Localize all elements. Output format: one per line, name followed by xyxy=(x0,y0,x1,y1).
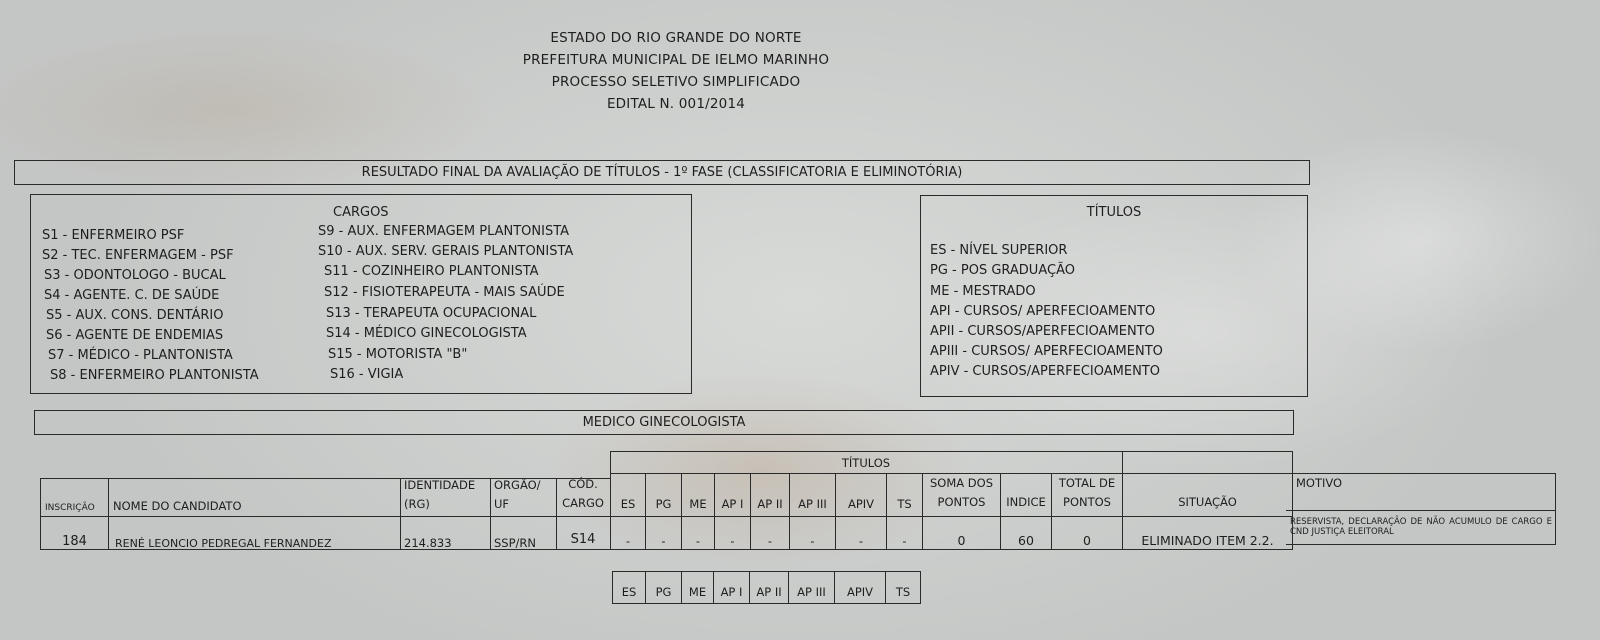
cell-inscricao: 184 xyxy=(62,534,87,549)
cargo-s9: S9 - AUX. ENFERMAGEM PLANTONISTA xyxy=(318,224,570,239)
cargo-s2: S2 - TEC. ENFERMAGEM - PSF xyxy=(42,248,234,263)
cargo-s14: S14 - MÉDICO GINECOLOGISTA xyxy=(326,326,527,341)
cell-indice: 60 xyxy=(1018,533,1034,548)
header-cod-1: CÓD. xyxy=(568,477,598,491)
header-situacao: SITUAÇÃO xyxy=(1178,495,1237,509)
header-soma-2: PONTOS xyxy=(937,495,986,509)
result-title: RESULTADO FINAL DA AVALIAÇÃO DE TÍTULOS - 1º FASE (CLASSIFICATORIA E ELIMINOTÓRIA) xyxy=(361,165,963,180)
header-api: AP I xyxy=(721,497,744,511)
header-total-2: PONTOS xyxy=(1063,495,1111,509)
header-indice: INDICE xyxy=(1006,495,1046,509)
titulo-api: API - CURSOS/ APERFECIOAMENTO xyxy=(930,304,1156,319)
header-apiv: APIV xyxy=(847,497,875,511)
section-title-bar xyxy=(34,410,1294,435)
cell-orgao: SSP/RN xyxy=(494,536,537,550)
bottom-es: ES xyxy=(621,585,637,599)
bottom-me: ME xyxy=(688,585,707,599)
cargos-title: CARGOS xyxy=(333,205,389,220)
bottom-apiv: APIV xyxy=(846,585,874,599)
header-total-1: TOTAL DE xyxy=(1058,476,1116,490)
header-orgao-2: UF xyxy=(494,497,510,511)
cargo-s11: S11 - COZINHEIRO PLANTONISTA xyxy=(324,264,539,279)
header-inscricao: INSCRIÇÃO xyxy=(45,503,95,513)
cell-soma: 0 xyxy=(957,533,966,548)
cell-es: - xyxy=(625,534,631,548)
section-title: MEDICO GINECOLOGISTA xyxy=(582,415,746,430)
cargo-s10: S10 - AUX. SERV. GERAIS PLANTONISTA xyxy=(318,244,574,259)
cell-pg: - xyxy=(661,534,666,548)
cargo-s7: S7 - MÉDICO - PLANTONISTA xyxy=(48,348,233,363)
cargo-s12: S12 - FISIOTERAPEUTA - MAIS SAÚDE xyxy=(324,285,565,300)
titulos-group-header: TÍTULOS xyxy=(841,456,891,470)
cargo-s6: S6 - AGENTE DE ENDEMIAS xyxy=(46,328,224,343)
header-soma-1: SOMA DOS xyxy=(929,476,993,490)
bottom-ts: TS xyxy=(895,585,911,599)
header-motivo: MOTIVO xyxy=(1296,476,1343,490)
cargo-s1: S1 - ENFERMEIRO PSF xyxy=(42,228,185,243)
cargo-s3: S3 - ODONTOLOGO - BUCAL xyxy=(44,268,226,283)
cargo-s15: S15 - MOTORISTA "B" xyxy=(328,347,468,362)
header-nome: NOME DO CANDIDATO xyxy=(113,499,242,513)
cell-nome: RENÉ LEONCIO PEDREGAL FERNANDEZ xyxy=(115,537,332,550)
header-me: ME xyxy=(689,497,707,511)
cell-apiii: - xyxy=(810,534,815,548)
cell-apiv: - xyxy=(858,534,864,548)
cell-me: - xyxy=(695,534,701,548)
cell-cod: S14 xyxy=(570,532,596,547)
header-identidade-2: (RG) xyxy=(404,497,430,511)
bottom-apii: AP II xyxy=(756,585,782,599)
cell-total: 0 xyxy=(1083,533,1091,548)
bottom-pg: PG xyxy=(655,585,672,599)
titulo-apiii: APIII - CURSOS/ APERFECIOAMENTO xyxy=(930,344,1163,359)
cargo-s13: S13 - TERAPEUTA OCUPACIONAL xyxy=(326,306,537,321)
cell-apii: - xyxy=(767,534,773,548)
cargo-s5: S5 - AUX. CONS. DENTÁRIO xyxy=(46,308,224,323)
header-processo: PROCESSO SELETIVO SIMPLIFICADO xyxy=(551,74,801,90)
cell-situacao: ELIMINADO ITEM 2.2. xyxy=(1141,533,1274,548)
header-es: ES xyxy=(620,497,636,511)
titulos-legend-title: TÍTULOS xyxy=(1086,205,1142,220)
cargo-s16: S16 - VIGIA xyxy=(330,367,404,382)
titulo-apiv: APIV - CURSOS/APERFECIOAMENTO xyxy=(930,364,1160,379)
header-prefeitura: PREFEITURA MUNICIPAL DE IELMO MARINHO xyxy=(522,52,830,68)
bottom-api: AP I xyxy=(720,585,743,599)
cargo-s4: S4 - AGENTE. C. DE SAÚDE xyxy=(44,288,220,303)
cell-api: - xyxy=(730,534,735,548)
titulo-pg: PG - POS GRADUAÇÃO xyxy=(930,263,1075,278)
header-orgao-1: ORGÃO/ xyxy=(494,478,541,492)
header-state: ESTADO DO RIO GRANDE DO NORTE xyxy=(550,30,802,46)
header-apiii: AP III xyxy=(798,497,827,511)
cargo-s8: S8 - ENFERMEIRO PLANTONISTA xyxy=(50,368,259,383)
titulo-apii: APII - CURSOS/APERFECIOAMENTO xyxy=(930,324,1155,339)
result-title-bar xyxy=(14,160,1310,185)
header-identidade-1: IDENTIDADE xyxy=(404,478,476,492)
cell-motivo: RESERVISTA, DECLARAÇÃO DE NÃO ACUMULO DE CARGO E CND JUSTIÇA ELEITORAL xyxy=(1290,517,1552,537)
header-cod-2: CARGO xyxy=(562,496,604,510)
header-edital: EDITAL N. 001/2014 xyxy=(606,96,746,112)
cell-identidade: 214.833 xyxy=(404,536,452,550)
header-apii: AP II xyxy=(757,497,783,511)
titulo-es: ES - NÍVEL SUPERIOR xyxy=(930,243,1068,258)
header-ts: TS xyxy=(897,497,912,511)
bottom-apiii: AP III xyxy=(797,585,826,599)
cell-ts: - xyxy=(902,534,907,548)
header-pg: PG xyxy=(655,497,672,511)
titulo-me: ME - MESTRADO xyxy=(930,284,1036,299)
